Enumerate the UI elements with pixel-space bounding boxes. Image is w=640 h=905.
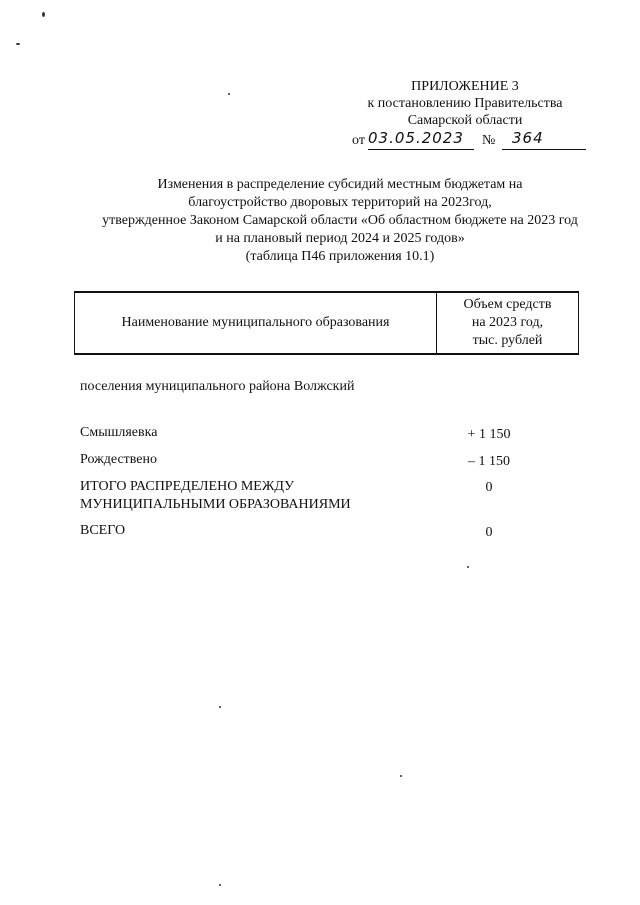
column-header-name [75,293,437,353]
appendix-line-2: Самарской области [407,113,523,128]
row-name-smyshlyaevka: Смышляевка [80,425,158,440]
handwritten-number: 364 [512,129,544,147]
heading-line-3: утвержденное Законом Самарской области «Об областном бюджете на 2023 год [102,213,578,228]
scan-mark [219,706,221,708]
column-header-name-text: Наименование муниципального образования [121,315,390,330]
column-header-amount-line-3: тыс. рублей [472,333,543,348]
row-value-total-distributed: 0 [485,480,493,495]
appendix-title: ПРИЛОЖЕНИЕ 3 [411,79,519,94]
row-name-total-distributed-line-2: МУНИЦИПАЛЬНЫМИ ОБРАЗОВАНИЯМИ [80,497,351,512]
column-header-amount-line-2: на 2023 год, [471,315,544,330]
scan-mark [228,93,230,95]
row-name-rozhdestveno: Рождествено [80,452,158,467]
scan-mark [16,43,20,45]
number-sign: № [482,133,496,148]
decree-date-number [352,131,592,153]
handwritten-date: 03.05.2023 [368,129,464,147]
heading-line-1: Изменения в распределение субсидий местным бюджетам на [157,177,523,192]
date-underline [368,149,474,150]
scan-mark [42,12,45,17]
appendix-block [330,78,600,129]
section-title: поселения муниципального района Волжский [80,379,355,394]
row-value-smyshlyaevka: + 1 150 [467,427,511,442]
scan-mark [467,566,469,568]
heading-line-5: (таблица П46 приложения 10.1) [245,249,435,264]
row-value-grand-total: 0 [485,525,493,540]
heading-line-2: благоустройство дворовых территорий на 2023год, [188,195,492,210]
document-heading [40,176,640,266]
heading-line-4: и на плановый период 2024 и 2025 годов» [215,231,465,246]
row-name-grand-total: ВСЕГО [80,523,126,538]
date-prefix: от [352,133,365,148]
column-header-amount [437,293,578,353]
column-header-amount-line-1: Объем средств [463,297,552,312]
scan-mark [400,775,402,777]
appendix-line-1: к постановлению Правительства [367,96,563,111]
table-header [74,291,579,355]
number-underline [502,149,586,150]
row-value-rozhdestveno: – 1 150 [468,454,510,469]
scan-mark [219,884,221,886]
row-name-total-distributed-line-1: ИТОГО РАСПРЕДЕЛЕНО МЕЖДУ [80,479,294,494]
